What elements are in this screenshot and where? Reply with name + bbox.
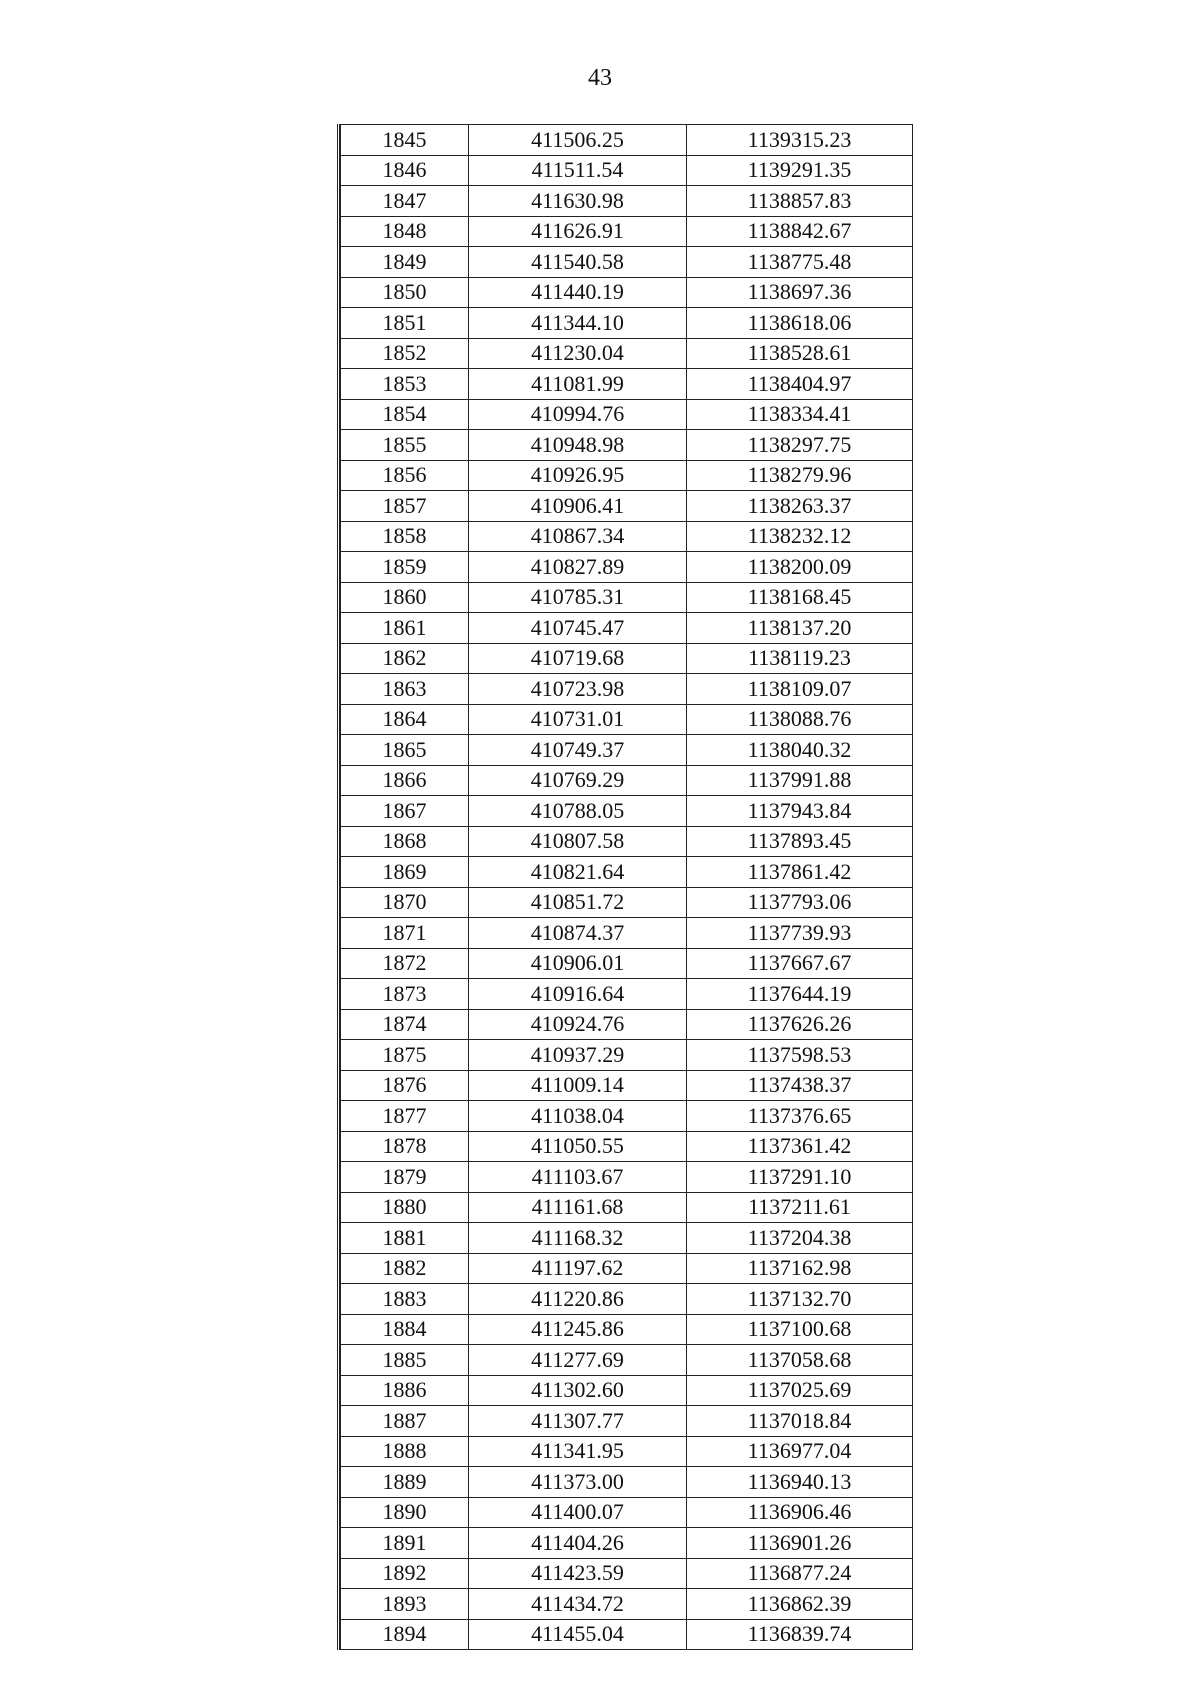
y-coordinate-cell: 1137162.98 (687, 1253, 913, 1284)
table-row (341, 1040, 913, 1071)
x-coordinate-cell: 411245.86 (469, 1314, 687, 1345)
x-coordinate-cell: 410937.29 (469, 1040, 687, 1071)
table-row (341, 277, 913, 308)
point-id-cell: 1855 (341, 430, 469, 461)
x-coordinate-cell: 411341.95 (469, 1436, 687, 1467)
point-id-cell: 1894 (341, 1619, 469, 1650)
y-coordinate-cell: 1136877.24 (687, 1558, 913, 1589)
x-coordinate-cell: 410924.76 (469, 1009, 687, 1040)
table-row (341, 186, 913, 217)
y-coordinate-cell: 1138200.09 (687, 552, 913, 583)
point-id-cell: 1867 (341, 796, 469, 827)
point-id-cell: 1884 (341, 1314, 469, 1345)
point-id-cell: 1863 (341, 674, 469, 705)
point-id-cell: 1870 (341, 887, 469, 918)
y-coordinate-cell: 1137211.61 (687, 1192, 913, 1223)
table-row (341, 430, 913, 461)
table-row (341, 643, 913, 674)
table-row (341, 247, 913, 278)
x-coordinate-cell: 411344.10 (469, 308, 687, 339)
y-coordinate-cell: 1136906.46 (687, 1497, 913, 1528)
y-coordinate-cell: 1136940.13 (687, 1467, 913, 1498)
x-coordinate-cell: 411373.00 (469, 1467, 687, 1498)
table-row (341, 1070, 913, 1101)
table-row (341, 1253, 913, 1284)
x-coordinate-cell: 411440.19 (469, 277, 687, 308)
table-row (341, 216, 913, 247)
table-row (341, 1619, 913, 1650)
point-id-cell: 1851 (341, 308, 469, 339)
x-coordinate-cell: 410916.64 (469, 979, 687, 1010)
x-coordinate-cell: 411230.04 (469, 338, 687, 369)
table-row (341, 1345, 913, 1376)
table-row (341, 1223, 913, 1254)
point-id-cell: 1892 (341, 1558, 469, 1589)
table-row (341, 491, 913, 522)
y-coordinate-cell: 1136901.26 (687, 1528, 913, 1559)
table-row (341, 1467, 913, 1498)
point-id-cell: 1885 (341, 1345, 469, 1376)
point-id-cell: 1889 (341, 1467, 469, 1498)
table-row (341, 1192, 913, 1223)
y-coordinate-cell: 1138232.12 (687, 521, 913, 552)
table-row (341, 613, 913, 644)
y-coordinate-cell: 1139291.35 (687, 155, 913, 186)
point-id-cell: 1853 (341, 369, 469, 400)
y-coordinate-cell: 1137793.06 (687, 887, 913, 918)
table-row (341, 979, 913, 1010)
y-coordinate-cell: 1137991.88 (687, 765, 913, 796)
y-coordinate-cell: 1137376.65 (687, 1101, 913, 1132)
y-coordinate-cell: 1137943.84 (687, 796, 913, 827)
x-coordinate-cell: 411434.72 (469, 1589, 687, 1620)
point-id-cell: 1868 (341, 826, 469, 857)
y-coordinate-cell: 1137361.42 (687, 1131, 913, 1162)
x-coordinate-cell: 411455.04 (469, 1619, 687, 1650)
table-row (341, 521, 913, 552)
point-id-cell: 1866 (341, 765, 469, 796)
coordinate-table-body (341, 125, 913, 1650)
point-id-cell: 1869 (341, 857, 469, 888)
point-id-cell: 1865 (341, 735, 469, 766)
point-id-cell: 1891 (341, 1528, 469, 1559)
point-id-cell: 1880 (341, 1192, 469, 1223)
x-coordinate-cell: 411197.62 (469, 1253, 687, 1284)
point-id-cell: 1862 (341, 643, 469, 674)
table-row (341, 1375, 913, 1406)
point-id-cell: 1890 (341, 1497, 469, 1528)
x-coordinate-cell: 411009.14 (469, 1070, 687, 1101)
x-coordinate-cell: 411540.58 (469, 247, 687, 278)
x-coordinate-cell: 410851.72 (469, 887, 687, 918)
y-coordinate-cell: 1138088.76 (687, 704, 913, 735)
x-coordinate-cell: 410785.31 (469, 582, 687, 613)
x-coordinate-cell: 411400.07 (469, 1497, 687, 1528)
table-row (341, 1009, 913, 1040)
point-id-cell: 1874 (341, 1009, 469, 1040)
x-coordinate-cell: 410867.34 (469, 521, 687, 552)
y-coordinate-cell: 1137861.42 (687, 857, 913, 888)
table-row (341, 1406, 913, 1437)
y-coordinate-cell: 1137100.68 (687, 1314, 913, 1345)
y-coordinate-cell: 1137644.19 (687, 979, 913, 1010)
table-row (341, 338, 913, 369)
point-id-cell: 1860 (341, 582, 469, 613)
point-id-cell: 1852 (341, 338, 469, 369)
point-id-cell: 1861 (341, 613, 469, 644)
y-coordinate-cell: 1137132.70 (687, 1284, 913, 1315)
point-id-cell: 1858 (341, 521, 469, 552)
y-coordinate-cell: 1138775.48 (687, 247, 913, 278)
y-coordinate-cell: 1138263.37 (687, 491, 913, 522)
table-row (341, 887, 913, 918)
x-coordinate-cell: 411161.68 (469, 1192, 687, 1223)
x-coordinate-cell: 410948.98 (469, 430, 687, 461)
table-row (341, 918, 913, 949)
point-id-cell: 1864 (341, 704, 469, 735)
y-coordinate-cell: 1139315.23 (687, 125, 913, 156)
point-id-cell: 1888 (341, 1436, 469, 1467)
y-coordinate-cell: 1137438.37 (687, 1070, 913, 1101)
table-row (341, 796, 913, 827)
x-coordinate-cell: 410906.41 (469, 491, 687, 522)
y-coordinate-cell: 1138040.32 (687, 735, 913, 766)
point-id-cell: 1871 (341, 918, 469, 949)
point-id-cell: 1886 (341, 1375, 469, 1406)
table-row (341, 1131, 913, 1162)
y-coordinate-cell: 1137291.10 (687, 1162, 913, 1193)
y-coordinate-cell: 1137739.93 (687, 918, 913, 949)
y-coordinate-cell: 1137626.26 (687, 1009, 913, 1040)
y-coordinate-cell: 1138168.45 (687, 582, 913, 613)
x-coordinate-cell: 411511.54 (469, 155, 687, 186)
point-id-cell: 1856 (341, 460, 469, 491)
y-coordinate-cell: 1138119.23 (687, 643, 913, 674)
page-number: 43 (588, 65, 612, 91)
point-id-cell: 1875 (341, 1040, 469, 1071)
point-id-cell: 1887 (341, 1406, 469, 1437)
table-row (341, 460, 913, 491)
point-id-cell: 1845 (341, 125, 469, 156)
table-row (341, 857, 913, 888)
point-id-cell: 1878 (341, 1131, 469, 1162)
point-id-cell: 1849 (341, 247, 469, 278)
table-row (341, 155, 913, 186)
table-row (341, 826, 913, 857)
y-coordinate-cell: 1138528.61 (687, 338, 913, 369)
y-coordinate-cell: 1137025.69 (687, 1375, 913, 1406)
y-coordinate-cell: 1138137.20 (687, 613, 913, 644)
x-coordinate-cell: 410749.37 (469, 735, 687, 766)
point-id-cell: 1872 (341, 948, 469, 979)
table-row (341, 308, 913, 339)
y-coordinate-cell: 1138279.96 (687, 460, 913, 491)
point-id-cell: 1846 (341, 155, 469, 186)
table-row (341, 125, 913, 156)
x-coordinate-cell: 411103.67 (469, 1162, 687, 1193)
table-row (341, 735, 913, 766)
y-coordinate-cell: 1138697.36 (687, 277, 913, 308)
x-coordinate-cell: 411220.86 (469, 1284, 687, 1315)
y-coordinate-cell: 1137667.67 (687, 948, 913, 979)
coordinate-table-container (337, 124, 912, 1650)
table-row (341, 1162, 913, 1193)
x-coordinate-cell: 410827.89 (469, 552, 687, 583)
y-coordinate-cell: 1137598.53 (687, 1040, 913, 1071)
y-coordinate-cell: 1138334.41 (687, 399, 913, 430)
point-id-cell: 1847 (341, 186, 469, 217)
table-row (341, 674, 913, 705)
table-row (341, 1589, 913, 1620)
table-row (341, 1314, 913, 1345)
x-coordinate-cell: 410731.01 (469, 704, 687, 735)
y-coordinate-cell: 1137204.38 (687, 1223, 913, 1254)
y-coordinate-cell: 1138404.97 (687, 369, 913, 400)
x-coordinate-cell: 411423.59 (469, 1558, 687, 1589)
x-coordinate-cell: 410874.37 (469, 918, 687, 949)
coordinate-table (340, 124, 913, 1650)
table-row (341, 1528, 913, 1559)
table-row (341, 1497, 913, 1528)
x-coordinate-cell: 410719.68 (469, 643, 687, 674)
y-coordinate-cell: 1138857.83 (687, 186, 913, 217)
table-row (341, 704, 913, 735)
y-coordinate-cell: 1136977.04 (687, 1436, 913, 1467)
x-coordinate-cell: 411038.04 (469, 1101, 687, 1132)
y-coordinate-cell: 1137893.45 (687, 826, 913, 857)
x-coordinate-cell: 410769.29 (469, 765, 687, 796)
x-coordinate-cell: 411168.32 (469, 1223, 687, 1254)
y-coordinate-cell: 1136862.39 (687, 1589, 913, 1620)
y-coordinate-cell: 1138618.06 (687, 308, 913, 339)
y-coordinate-cell: 1138842.67 (687, 216, 913, 247)
point-id-cell: 1893 (341, 1589, 469, 1620)
point-id-cell: 1879 (341, 1162, 469, 1193)
point-id-cell: 1876 (341, 1070, 469, 1101)
point-id-cell: 1859 (341, 552, 469, 583)
point-id-cell: 1873 (341, 979, 469, 1010)
x-coordinate-cell: 411081.99 (469, 369, 687, 400)
x-coordinate-cell: 411404.26 (469, 1528, 687, 1559)
y-coordinate-cell: 1137018.84 (687, 1406, 913, 1437)
table-row (341, 765, 913, 796)
x-coordinate-cell: 411506.25 (469, 125, 687, 156)
y-coordinate-cell: 1136839.74 (687, 1619, 913, 1650)
point-id-cell: 1854 (341, 399, 469, 430)
point-id-cell: 1883 (341, 1284, 469, 1315)
x-coordinate-cell: 410906.01 (469, 948, 687, 979)
point-id-cell: 1877 (341, 1101, 469, 1132)
table-row (341, 369, 913, 400)
x-coordinate-cell: 410788.05 (469, 796, 687, 827)
x-coordinate-cell: 410745.47 (469, 613, 687, 644)
x-coordinate-cell: 410994.76 (469, 399, 687, 430)
table-row (341, 1284, 913, 1315)
point-id-cell: 1882 (341, 1253, 469, 1284)
point-id-cell: 1881 (341, 1223, 469, 1254)
x-coordinate-cell: 410926.95 (469, 460, 687, 491)
x-coordinate-cell: 411307.77 (469, 1406, 687, 1437)
table-row (341, 1436, 913, 1467)
x-coordinate-cell: 411630.98 (469, 186, 687, 217)
x-coordinate-cell: 411626.91 (469, 216, 687, 247)
x-coordinate-cell: 411277.69 (469, 1345, 687, 1376)
x-coordinate-cell: 410723.98 (469, 674, 687, 705)
x-coordinate-cell: 410821.64 (469, 857, 687, 888)
y-coordinate-cell: 1138109.07 (687, 674, 913, 705)
point-id-cell: 1848 (341, 216, 469, 247)
y-coordinate-cell: 1138297.75 (687, 430, 913, 461)
table-row (341, 948, 913, 979)
x-coordinate-cell: 411050.55 (469, 1131, 687, 1162)
table-row (341, 582, 913, 613)
table-row (341, 399, 913, 430)
point-id-cell: 1857 (341, 491, 469, 522)
table-row (341, 1558, 913, 1589)
table-row (341, 1101, 913, 1132)
y-coordinate-cell: 1137058.68 (687, 1345, 913, 1376)
x-coordinate-cell: 410807.58 (469, 826, 687, 857)
table-row (341, 552, 913, 583)
x-coordinate-cell: 411302.60 (469, 1375, 687, 1406)
point-id-cell: 1850 (341, 277, 469, 308)
